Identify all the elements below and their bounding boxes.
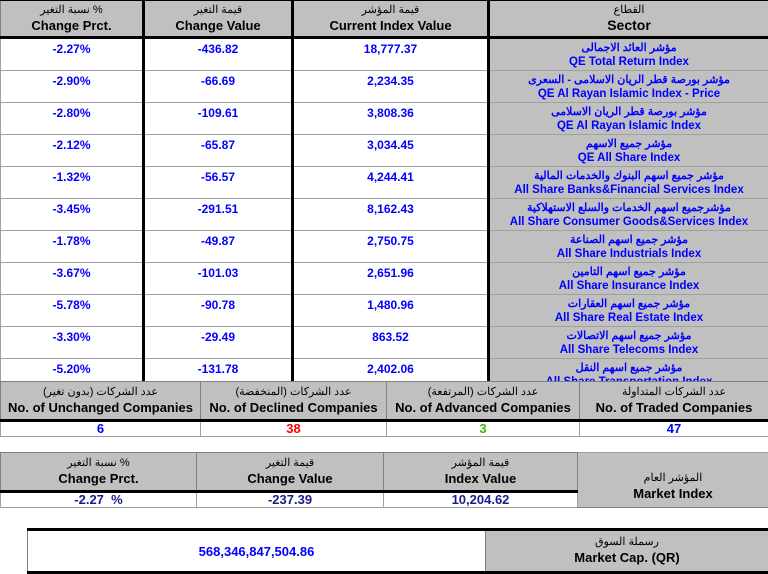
market-index-value: 10,204.62: [384, 492, 578, 508]
sector-name-ar: مؤشر جميع اسهم التامين: [490, 265, 768, 279]
market-header-row: [1, 453, 768, 492]
market-cap-label: رسملة السوق Market Cap. (QR): [486, 530, 768, 573]
change-prct-cell: -2.90%: [1, 71, 144, 103]
sector-name-cell: [489, 38, 768, 71]
sector-name-ar: مؤشر جميع اسهم الصناعة: [490, 233, 768, 247]
change-value-cell: -291.51: [144, 199, 293, 231]
change-prct-cell: -3.30%: [1, 327, 144, 359]
index-value-cell: 2,750.75: [293, 231, 489, 263]
sector-name-cell: [489, 263, 768, 295]
sector-name-en: All Share Insurance Index: [490, 279, 768, 293]
sector-name-cell: [489, 103, 768, 135]
table-row: [1, 327, 768, 359]
index-value-cell: 3,808.36: [293, 103, 489, 135]
sector-name-en: All Share Banks&Financial Services Index: [490, 183, 768, 197]
sector-name-en: QE Al Rayan Islamic Index: [490, 119, 768, 133]
sector-name-ar: مؤشر جميع اسهم الاتصالات: [490, 329, 768, 343]
sector-name-en: All Share Telecoms Index: [490, 343, 768, 357]
companies-header-row: [1, 382, 768, 421]
table-row: [1, 199, 768, 231]
sector-name-ar: مؤشر بورصة قطر الريان الاسلامى - السعرى: [490, 73, 768, 87]
market-index-label: المؤشر العام Market Index: [578, 453, 768, 508]
change-prct-cell: -2.80%: [1, 103, 144, 135]
sector-name-en: All Share Consumer Goods&Services Index: [490, 215, 768, 229]
index-value-cell: 8,162.43: [293, 199, 489, 231]
header-traded-companies: عدد الشركات المتداولة No. of Traded Companies: [580, 382, 768, 421]
index-value-cell: 863.52: [293, 327, 489, 359]
table-row: [1, 103, 768, 135]
sector-name-ar: مؤشرجميع اسهم الخدمات والسلع الاستهلاكية: [490, 201, 768, 215]
table-row: [1, 167, 768, 199]
change-value-cell: -65.87: [144, 135, 293, 167]
index-value-cell: 18,777.37: [293, 38, 489, 71]
change-value-cell: -56.57: [144, 167, 293, 199]
header-current-index-value: قيمة المؤشر Current Index Value: [293, 1, 489, 38]
sector-name-cell: [489, 295, 768, 327]
unchanged-count: 6: [1, 421, 201, 437]
change-prct-cell: -3.67%: [1, 263, 144, 295]
change-prct-cell: -5.20%: [1, 359, 144, 391]
sector-name-en: QE All Share Index: [490, 151, 768, 165]
sector-name-cell: [489, 199, 768, 231]
market-cap-value: 568,346,847,504.86: [28, 530, 486, 573]
sector-name-en: QE Al Rayan Islamic Index - Price: [490, 87, 768, 101]
change-prct-cell: -2.27%: [1, 38, 144, 71]
advanced-count: 3: [387, 421, 580, 437]
header-market-index-value: قيمة المؤشر Index Value: [384, 453, 578, 492]
change-prct-cell: -5.78%: [1, 295, 144, 327]
table-row: [1, 38, 768, 71]
change-value-cell: -436.82: [144, 38, 293, 71]
sector-name-ar: مؤشر جميع اسهم العقارات: [490, 297, 768, 311]
table-row: [1, 263, 768, 295]
header-market-change-value: قيمة التغير Change Value: [197, 453, 384, 492]
table-row: [1, 71, 768, 103]
sector-name-en: All Share Real Estate Index: [490, 311, 768, 325]
market-change-value: -237.39: [197, 492, 384, 508]
index-value-cell: 2,651.96: [293, 263, 489, 295]
market-cap-table: [27, 528, 768, 574]
market-index-table: [0, 452, 768, 508]
header-sector: القطاع Sector: [489, 1, 768, 38]
change-prct-cell: -3.45%: [1, 199, 144, 231]
change-value-cell: -66.69: [144, 71, 293, 103]
companies-table: [0, 381, 768, 437]
change-prct-cell: -1.32%: [1, 167, 144, 199]
change-value-cell: -90.78: [144, 295, 293, 327]
sector-name-ar: مؤشر جميع اسهم البنوك والخدمات المالية: [490, 169, 768, 183]
change-value-cell: -131.78: [144, 359, 293, 391]
companies-values-row: [1, 421, 768, 437]
index-value-cell: 2,234.35: [293, 71, 489, 103]
sector-name-cell: [489, 231, 768, 263]
change-value-cell: -49.87: [144, 231, 293, 263]
header-declined-companies: عدد الشركات (المنخفضة) No. of Declined Companies: [201, 382, 387, 421]
header-advanced-companies: عدد الشركات (المرتفعة) No. of Advanced Companies: [387, 382, 580, 421]
sector-name-en: All Share Industrials Index: [490, 247, 768, 261]
change-value-cell: -29.49: [144, 327, 293, 359]
sector-name-ar: مؤشر العائد الاجمالى: [490, 41, 768, 55]
change-value-cell: -109.61: [144, 103, 293, 135]
table-row: [1, 295, 768, 327]
index-value-cell: 2,402.06: [293, 359, 489, 391]
change-prct-cell: -2.12%: [1, 135, 144, 167]
market-change-prct: -2.27 %: [1, 492, 197, 508]
sector-name-ar: مؤشر جميع الاسهم: [490, 137, 768, 151]
sectors-header-row: [1, 1, 768, 38]
header-change-value: قيمة التغير Change Value: [144, 1, 293, 38]
index-value-cell: 1,480.96: [293, 295, 489, 327]
declined-count: 38: [201, 421, 387, 437]
index-value-cell: 3,034.45: [293, 135, 489, 167]
sector-name-ar: مؤشر بورصة قطر الريان الاسلامى: [490, 105, 768, 119]
header-change-prct: نسبة التغير % Change Prct.: [1, 1, 144, 38]
traded-count: 47: [580, 421, 768, 437]
sector-name-cell: [489, 327, 768, 359]
sector-name-cell: [489, 135, 768, 167]
change-prct-cell: -1.78%: [1, 231, 144, 263]
table-row: [1, 231, 768, 263]
index-value-cell: 4,244.41: [293, 167, 489, 199]
sector-name-ar: مؤشر جميع اسهم النقل: [490, 361, 768, 375]
market-cap-row: [28, 530, 768, 573]
table-row: [1, 135, 768, 167]
header-market-change-prct: نسبة التغير % Change Prct.: [1, 453, 197, 492]
sector-name-cell: [489, 167, 768, 199]
sector-name-en: QE Total Return Index: [490, 55, 768, 69]
sector-name-cell: [489, 71, 768, 103]
header-unchanged-companies: عدد الشركات (بدون تغير) No. of Unchanged Companies: [1, 382, 201, 421]
change-value-cell: -101.03: [144, 263, 293, 295]
